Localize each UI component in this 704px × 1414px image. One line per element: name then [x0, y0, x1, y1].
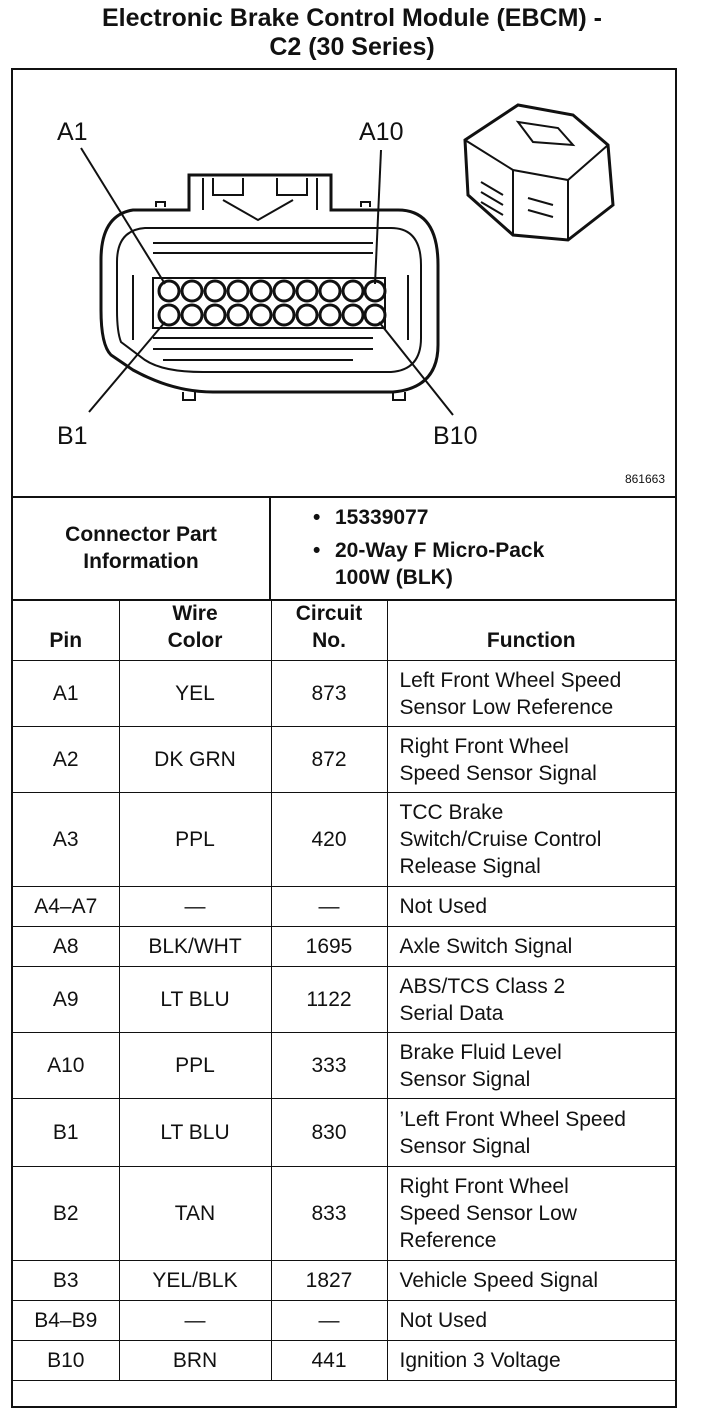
circuit-cell: 1695: [271, 927, 387, 967]
pinout-table: [13, 599, 675, 1381]
circuit-cell: 1827: [271, 1261, 387, 1301]
circuit-cell: 872: [271, 727, 387, 793]
pin-cell: A9: [13, 967, 119, 1033]
table-row: [13, 1301, 675, 1341]
circuit-cell: —: [271, 887, 387, 927]
label-b10: B10: [433, 422, 478, 450]
pin-cell: B1: [13, 1099, 119, 1167]
part-info-label-line-2: Information: [83, 549, 199, 573]
connector-part-info: [13, 496, 675, 601]
wire-color-cell: PPL: [119, 793, 271, 887]
circuit-cell: 873: [271, 661, 387, 727]
pin-cell: A3: [13, 793, 119, 887]
pin-cell: A10: [13, 1033, 119, 1099]
function-cell: [387, 1301, 675, 1341]
wire-color-cell: BLK/WHT: [119, 927, 271, 967]
table-header-row: [13, 600, 675, 661]
table-row: [13, 1261, 675, 1301]
table-row: [13, 793, 675, 887]
function-line: Sensor Low Reference: [399, 695, 614, 719]
header-circuit-no: Circuit No.: [271, 600, 387, 661]
header-pin: Pin: [13, 600, 119, 661]
wire-color-cell: BRN: [119, 1341, 271, 1381]
circuit-cell: 1122: [271, 967, 387, 1033]
function-line: Release Signal: [399, 855, 541, 878]
part-description-line-2: 100W (BLK): [335, 566, 453, 589]
label-a10: A10: [359, 118, 404, 146]
wire-color-cell: LT BLU: [119, 967, 271, 1033]
part-info-label-line-1: Connector Part: [65, 522, 217, 546]
table-row: [13, 661, 675, 727]
pin-cell: B10: [13, 1341, 119, 1381]
function-line: Not Used: [399, 895, 488, 918]
function-line: Vehicle Speed Signal: [399, 1269, 598, 1292]
function-cell: [387, 927, 675, 967]
function-cell: [387, 661, 675, 727]
function-cell: [387, 967, 675, 1033]
part-description: [271, 537, 675, 591]
function-cell: [387, 1167, 675, 1261]
circuit-cell: —: [271, 1301, 387, 1341]
pin-cell: A8: [13, 927, 119, 967]
circuit-cell: 333: [271, 1033, 387, 1099]
function-line: Right Front Wheel: [399, 1175, 569, 1198]
title-line-1: Electronic Brake Control Module (EBCM) -: [101, 4, 603, 32]
wire-color-cell: PPL: [119, 1033, 271, 1099]
function-cell: [387, 1033, 675, 1099]
circuit-cell: 420: [271, 793, 387, 887]
page-title: [0, 4, 704, 62]
part-number: • 15339077: [271, 504, 675, 531]
part-info-values: [271, 504, 675, 597]
header-function: Function: [387, 600, 675, 661]
function-cell: [387, 727, 675, 793]
wire-color-cell: TAN: [119, 1167, 271, 1261]
table-row: [13, 927, 675, 967]
figure-number: 861663: [624, 472, 665, 486]
pin-cell: B4–B9: [13, 1301, 119, 1341]
label-a1: A1: [57, 118, 88, 146]
pin-cell: B2: [13, 1167, 119, 1261]
function-line: ABS/TCS Class 2: [399, 974, 566, 998]
pinout-table-body: [13, 661, 675, 1381]
table-row: [13, 1341, 675, 1381]
circuit-cell: 833: [271, 1167, 387, 1261]
pin-cavities: [159, 281, 385, 325]
function-line: Switch/Cruise Control: [399, 828, 602, 851]
function-cell: [387, 1261, 675, 1301]
wire-color-cell: DK GRN: [119, 727, 271, 793]
pin-cell: A4–A7: [13, 887, 119, 927]
function-line: TCC Brake: [399, 801, 504, 824]
function-line: Axle Switch Signal: [399, 935, 573, 958]
function-cell: [387, 887, 675, 927]
part-info-label: [13, 496, 271, 599]
table-row: [13, 1099, 675, 1167]
wire-color-cell: LT BLU: [119, 1099, 271, 1167]
pin-cell: B3: [13, 1261, 119, 1301]
function-line: Ignition 3 Voltage: [399, 1349, 561, 1372]
function-cell: [387, 1099, 675, 1167]
function-line: Reference: [399, 1229, 497, 1252]
function-line: Right Front Wheel: [399, 734, 569, 758]
function-line: Sensor Signal: [399, 1134, 531, 1158]
table-row: [13, 1167, 675, 1261]
function-cell: [387, 793, 675, 887]
function-line: Not Used: [399, 1309, 488, 1332]
circuit-cell: 441: [271, 1341, 387, 1381]
table-row: [13, 967, 675, 1033]
table-row: [13, 727, 675, 793]
function-line: Speed Sensor Low: [399, 1202, 577, 1225]
pin-cell: A2: [13, 727, 119, 793]
table-row: [13, 887, 675, 927]
table-row: [13, 1033, 675, 1099]
function-line: Serial Data: [399, 1001, 504, 1025]
function-line: Sensor Signal: [399, 1067, 531, 1091]
header-wire-color: Wire Color: [119, 600, 271, 661]
function-cell: [387, 1341, 675, 1381]
connector-drawing: [13, 70, 675, 496]
connector-diagram: [13, 70, 675, 498]
wire-color-cell: —: [119, 1301, 271, 1341]
wire-color-cell: —: [119, 887, 271, 927]
title-line-2: C2 (30 Series): [269, 33, 435, 61]
function-line: Brake Fluid Level: [399, 1040, 562, 1064]
connector-side-view-icon: [465, 105, 613, 240]
part-description-line-1: • 20-Way F Micro-Pack: [335, 539, 545, 562]
function-line: Speed Sensor Signal: [399, 761, 597, 785]
wire-color-cell: YEL: [119, 661, 271, 727]
circuit-cell: 830: [271, 1099, 387, 1167]
document-frame: [11, 68, 677, 1408]
pin-cell: A1: [13, 661, 119, 727]
function-line: ’Left Front Wheel Speed: [399, 1107, 626, 1131]
wire-color-cell: YEL/BLK: [119, 1261, 271, 1301]
function-line: Left Front Wheel Speed: [399, 668, 622, 692]
label-b1: B1: [57, 422, 88, 450]
